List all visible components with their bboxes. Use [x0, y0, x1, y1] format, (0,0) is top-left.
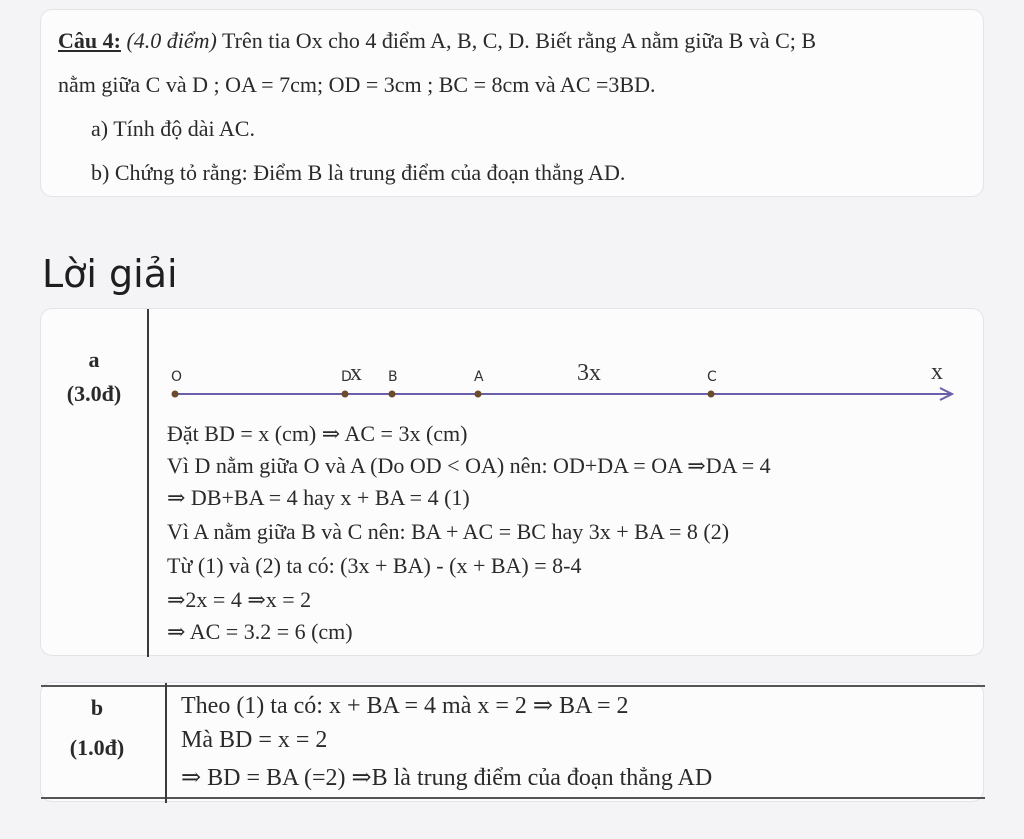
question-line-1 [58, 28, 816, 54]
question-card [40, 9, 984, 197]
point-o-label: O [171, 369, 183, 385]
point-a-dot [475, 391, 482, 398]
point-d-dot [342, 391, 349, 398]
part-a-line-5: Từ (1) và (2) ta có: (3x + BA) - (x + BA) = 8-4 [167, 553, 582, 578]
question-text-1: Trên tia Ox cho 4 điểm A, B, C, D. Biết rằng A nằm giữa B và C; B [221, 28, 817, 53]
part-a-card [40, 308, 984, 656]
part-a-score: (3.0đ) [66, 381, 122, 406]
solution-title: Lời giải [42, 252, 178, 296]
point-a-label: A [474, 369, 484, 385]
question-points: (4.0 điểm) [126, 28, 217, 53]
part-a-line-3: ⇒ DB+BA = 4 hay x + BA = 4 (1) [167, 485, 470, 510]
segment-label-x: x [350, 360, 362, 386]
point-d-label: D [341, 369, 352, 385]
part-b-line-2: Mà BD = x = 2 [181, 727, 328, 753]
segment-label-3x: 3x [577, 360, 601, 386]
part-b-top-rule [41, 685, 985, 687]
part-a-line-4: Vì A nằm giữa B và C nên: BA + AC = BC hay 3x + BA = 8 (2) [167, 519, 730, 544]
point-c-label: C [707, 369, 717, 385]
part-a-divider [147, 309, 149, 657]
part-a-line-7: ⇒ AC = 3.2 = 6 (cm) [167, 619, 353, 644]
part-a-label: a [88, 347, 100, 372]
ray-label-x: x [931, 359, 943, 385]
question-line-2: nằm giữa C và D ; OA = 7cm; OD = 3cm ; BC = 8cm và AC =3BD. [58, 72, 656, 97]
part-b-bottom-rule [41, 797, 985, 799]
question-item-a: a) Tính độ dài AC. [91, 116, 255, 141]
ray-diagram [161, 349, 971, 409]
part-b-line-1: Theo (1) ta có: x + BA = 4 mà x = 2 ⇒ BA = 2 [181, 693, 629, 719]
part-b-line-3: ⇒ BD = BA (=2) ⇒B là trung điểm của đoạn thẳng AD [181, 765, 713, 791]
part-a-line-6: ⇒2x = 4 ⇒x = 2 [167, 587, 312, 612]
part-a-line-1: Đặt BD = x (cm) ⇒ AC = 3x (cm) [167, 421, 468, 446]
part-b-divider [165, 683, 167, 803]
point-c-dot [708, 391, 715, 398]
part-b-label: b [90, 695, 104, 720]
question-item-b: b) Chứng tỏ rằng: Điểm B là trung điểm của đoạn thẳng AD. [91, 160, 626, 185]
point-b-dot [389, 391, 396, 398]
question-label: Câu 4: [58, 28, 121, 53]
part-b-score: (1.0đ) [69, 735, 125, 760]
part-a-line-2: Vì D nằm giữa O và A (Do OD < OA) nên: OD+DA = OA ⇒DA = 4 [167, 453, 771, 478]
point-o-dot [172, 391, 179, 398]
part-b-card [40, 682, 984, 802]
point-b-label: B [388, 369, 398, 385]
